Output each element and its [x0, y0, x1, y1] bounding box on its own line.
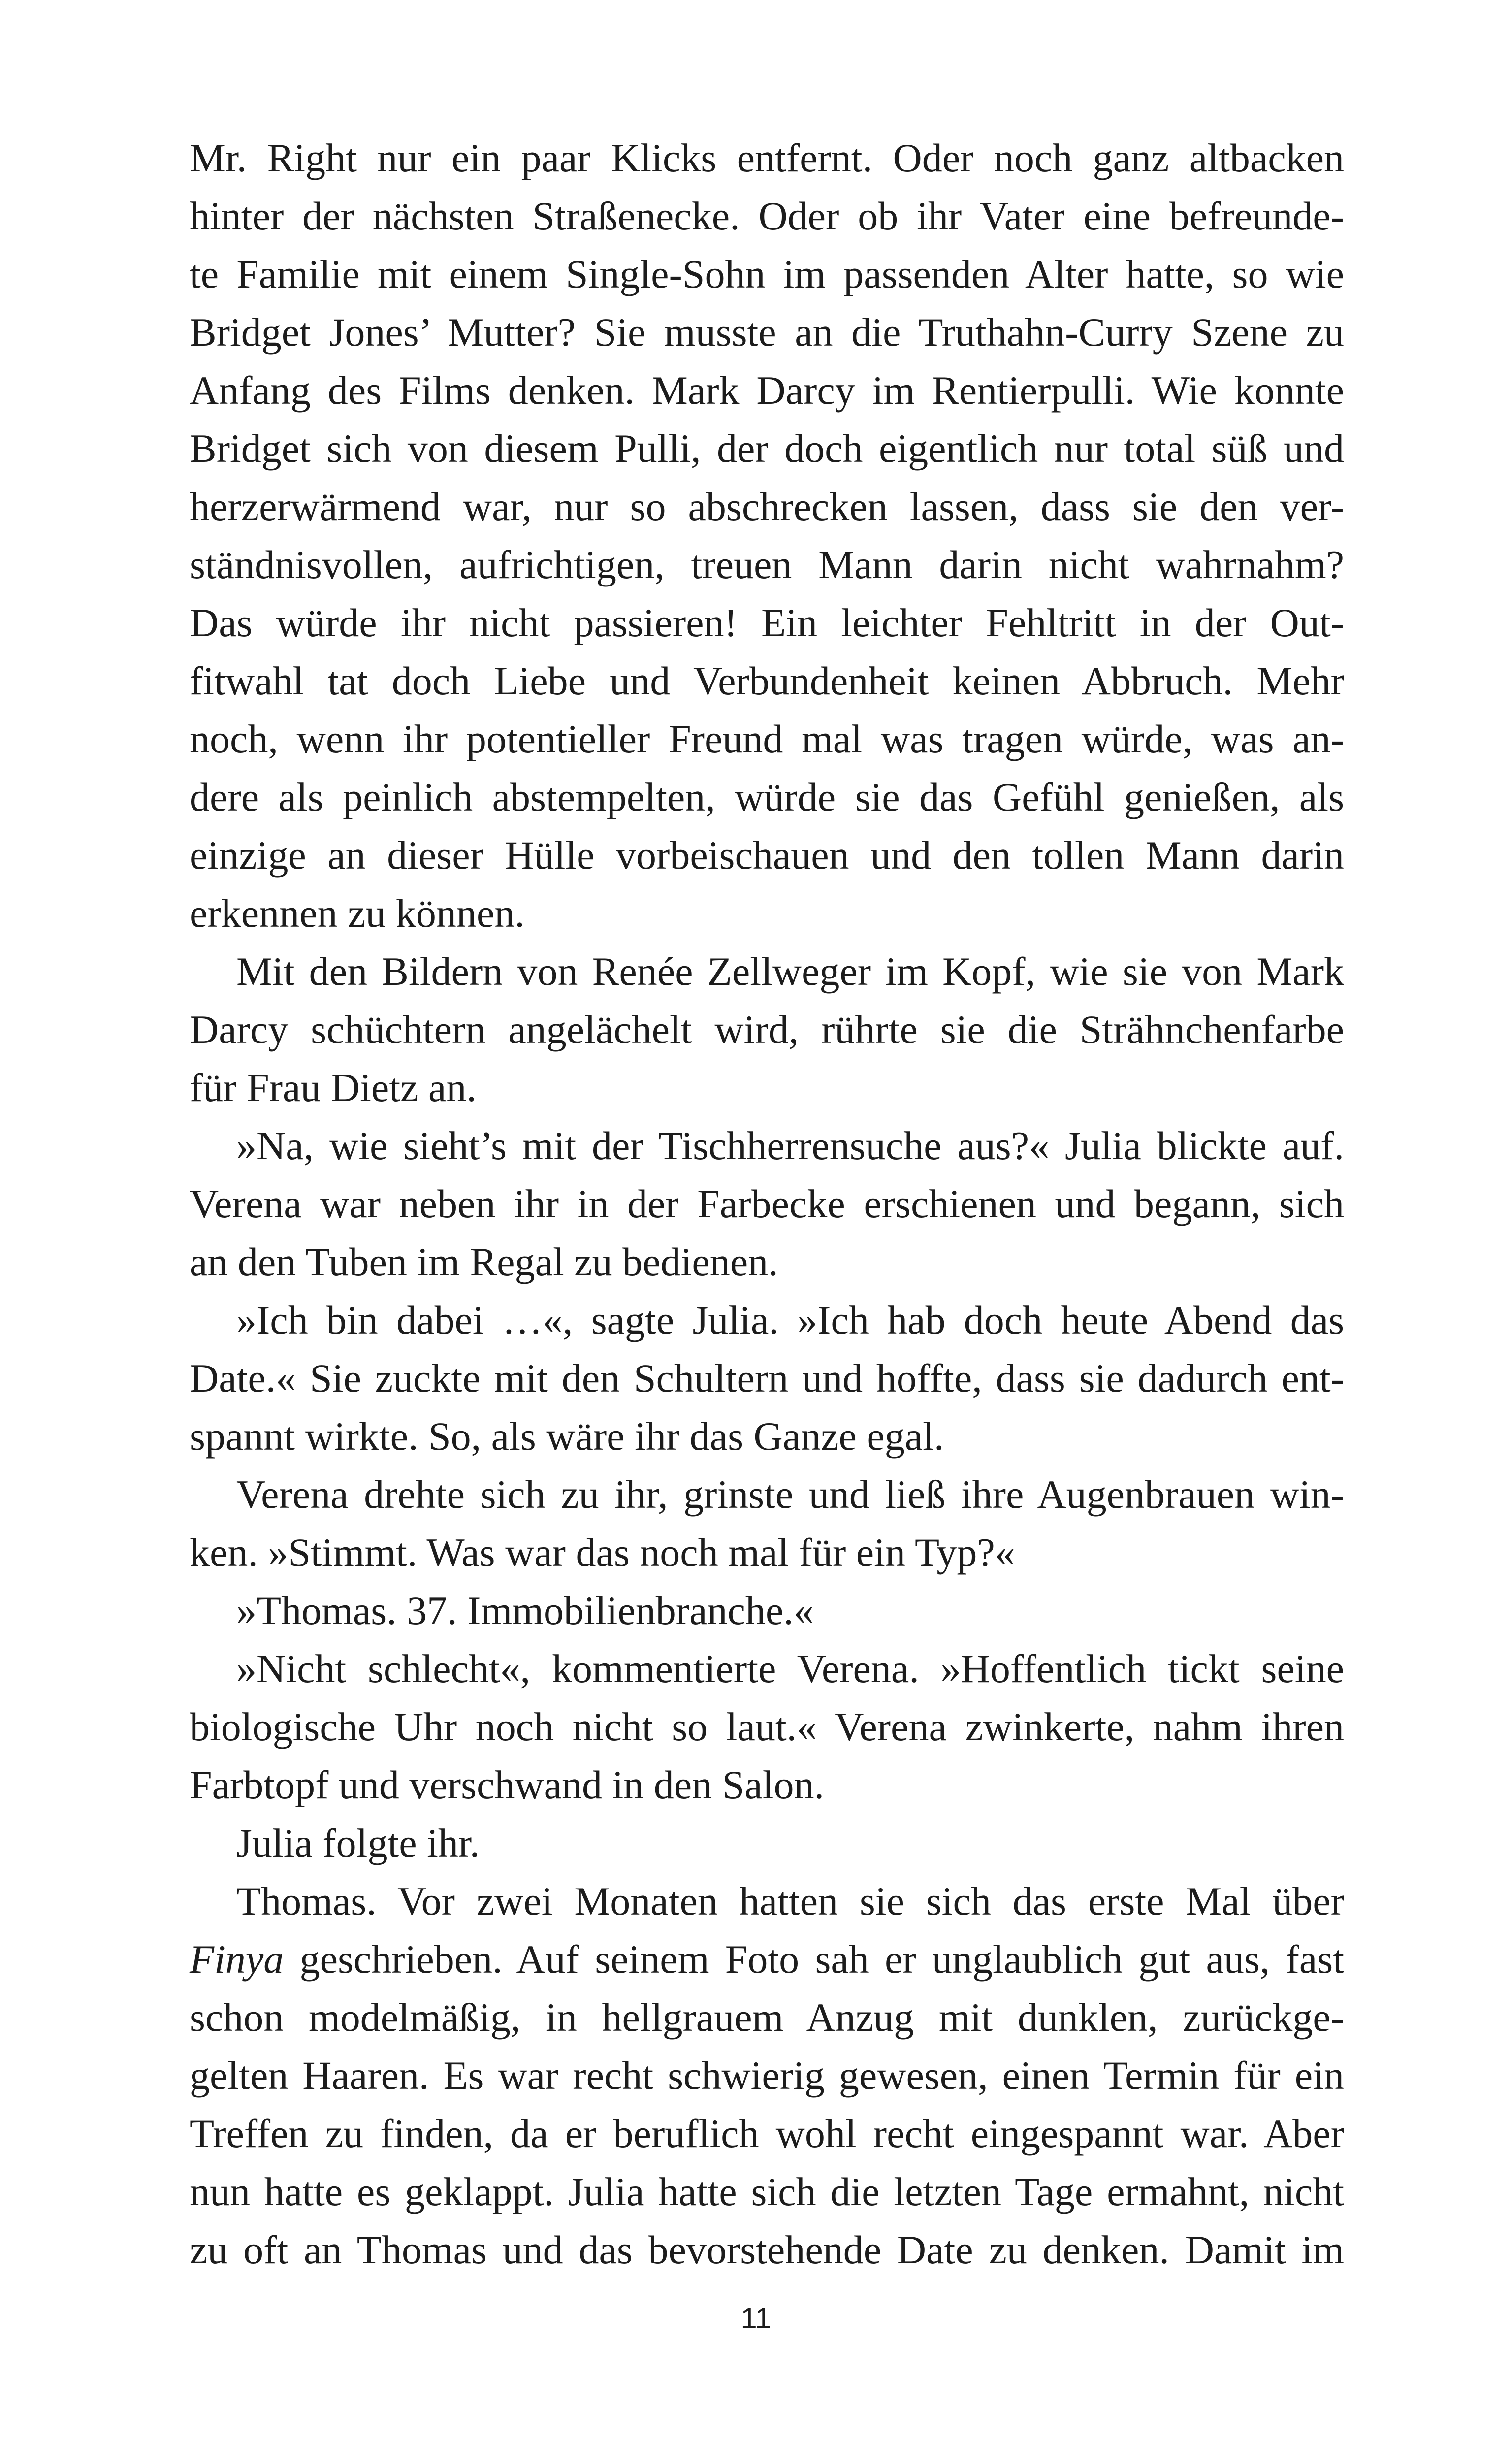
text-line: an den Tuben im Regal zu bedienen. [190, 1239, 778, 1284]
text-line: Das würde ihr nicht passieren! Ein leichter Fehltritt in der Out- [190, 600, 1344, 645]
text-line-with-italic [190, 1930, 1344, 1988]
text-line: Bridget sich von diesem Pulli, der doch eigentlich nur total süß und [190, 426, 1344, 471]
text-line: noch, wenn ihr potentieller Freund mal was tragen würde, was an- [190, 717, 1344, 761]
text-line: te Familie mit einem Single-Sohn im passenden Alter hatte, so wie [190, 252, 1344, 296]
paragraph-start-line: Mit den Bildern von Renée Zellweger im Kopf, wie sie von Mark [236, 949, 1344, 994]
text-line: Anfang des Films denken. Mark Darcy im Rentierpulli. Wie konnte [190, 368, 1344, 413]
text-line: herzerwärmend war, nur so abschrecken lassen, dass sie den ver- [190, 484, 1344, 529]
text-line: Treffen zu finden, da er beruflich wohl recht eingespannt war. Aber [190, 2111, 1344, 2156]
text-line: Verena war neben ihr in der Farbecke erschienen und begann, sich [190, 1181, 1344, 1226]
paragraph-start-line: »Na, wie sieht’s mit der Tischherrensuche aus?« Julia blickte auf. [236, 1123, 1344, 1168]
paragraph-start-line: Verena drehte sich zu ihr, grinste und ließ ihre Augenbrauen win- [236, 1472, 1344, 1517]
text-line: zu oft an Thomas und das bevorstehende Date zu denken. Damit im [190, 2227, 1344, 2272]
text-line: Bridget Jones’ Mutter? Sie musste an die Truthahn-Curry Szene zu [190, 310, 1344, 355]
text-line: ständnisvollen, aufrichtigen, treuen Mann darin nicht wahrnahm? [190, 542, 1344, 587]
text-line: für Frau Dietz an. [190, 1065, 477, 1110]
text-line: hinter der nächsten Straßenecke. Oder ob ihr Vater eine befreunde- [190, 194, 1344, 238]
text-line: einzige an dieser Hülle vorbeischauen und den tollen Mann darin [190, 833, 1344, 878]
italic-app-name: Finya [190, 1937, 284, 1982]
text-line: Darcy schüchtern angelächelt wird, rührte sie die Strähnchenfarbe [190, 1007, 1344, 1052]
text-line: gelten Haaren. Es war recht schwierig gewesen, einen Termin für ein [190, 2053, 1344, 2098]
text-line: schon modelmäßig, in hellgrauem Anzug mit dunklen, zurückge- [190, 1995, 1344, 2040]
text-line: dere als peinlich abstempelten, würde sie das Gefühl genießen, als [190, 775, 1344, 819]
page-number: 11 [740, 2302, 772, 2335]
text-line: biologische Uhr noch nicht so laut.« Verena zwinkerte, nahm ihren [190, 1704, 1344, 1749]
text-line: Farbtopf und verschwand in den Salon. [190, 1762, 824, 1807]
paragraph-start-line: Julia folgte ihr. [236, 1821, 480, 1865]
paragraph-start-line: Thomas. Vor zwei Monaten hatten sie sich das erste Mal über [236, 1879, 1344, 1923]
text-line: Date.« Sie zuckte mit den Schultern und hoffte, dass sie dadurch ent- [190, 1356, 1344, 1401]
text-line: Mr. Right nur ein paar Klicks entfernt. Oder noch ganz altbacken [190, 135, 1344, 180]
text-line: ken. »Stimmt. Was war das noch mal für ein Typ?« [190, 1530, 1015, 1575]
text-line: nun hatte es geklappt. Julia hatte sich die letzten Tage ermahnt, nicht [190, 2169, 1344, 2214]
text-line: fitwahl tat doch Liebe und Verbundenheit keinen Abbruch. Mehr [190, 658, 1344, 703]
paragraph-start-line: »Thomas. 37. Immobilienbranche.« [236, 1588, 814, 1633]
text-line-rest: geschrieben. Auf seinem Foto sah er unglaublich gut aus, fast [284, 1937, 1344, 1982]
text-line: erkennen zu können. [190, 891, 525, 936]
paragraph-start-line: »Nicht schlecht«, kommentierte Verena. »Hoffentlich tickt seine [236, 1646, 1344, 1691]
text-line: spannt wirkte. So, als wäre ihr das Ganze egal. [190, 1414, 944, 1459]
paragraph-start-line: »Ich bin dabei …«, sagte Julia. »Ich hab doch heute Abend das [236, 1298, 1344, 1342]
